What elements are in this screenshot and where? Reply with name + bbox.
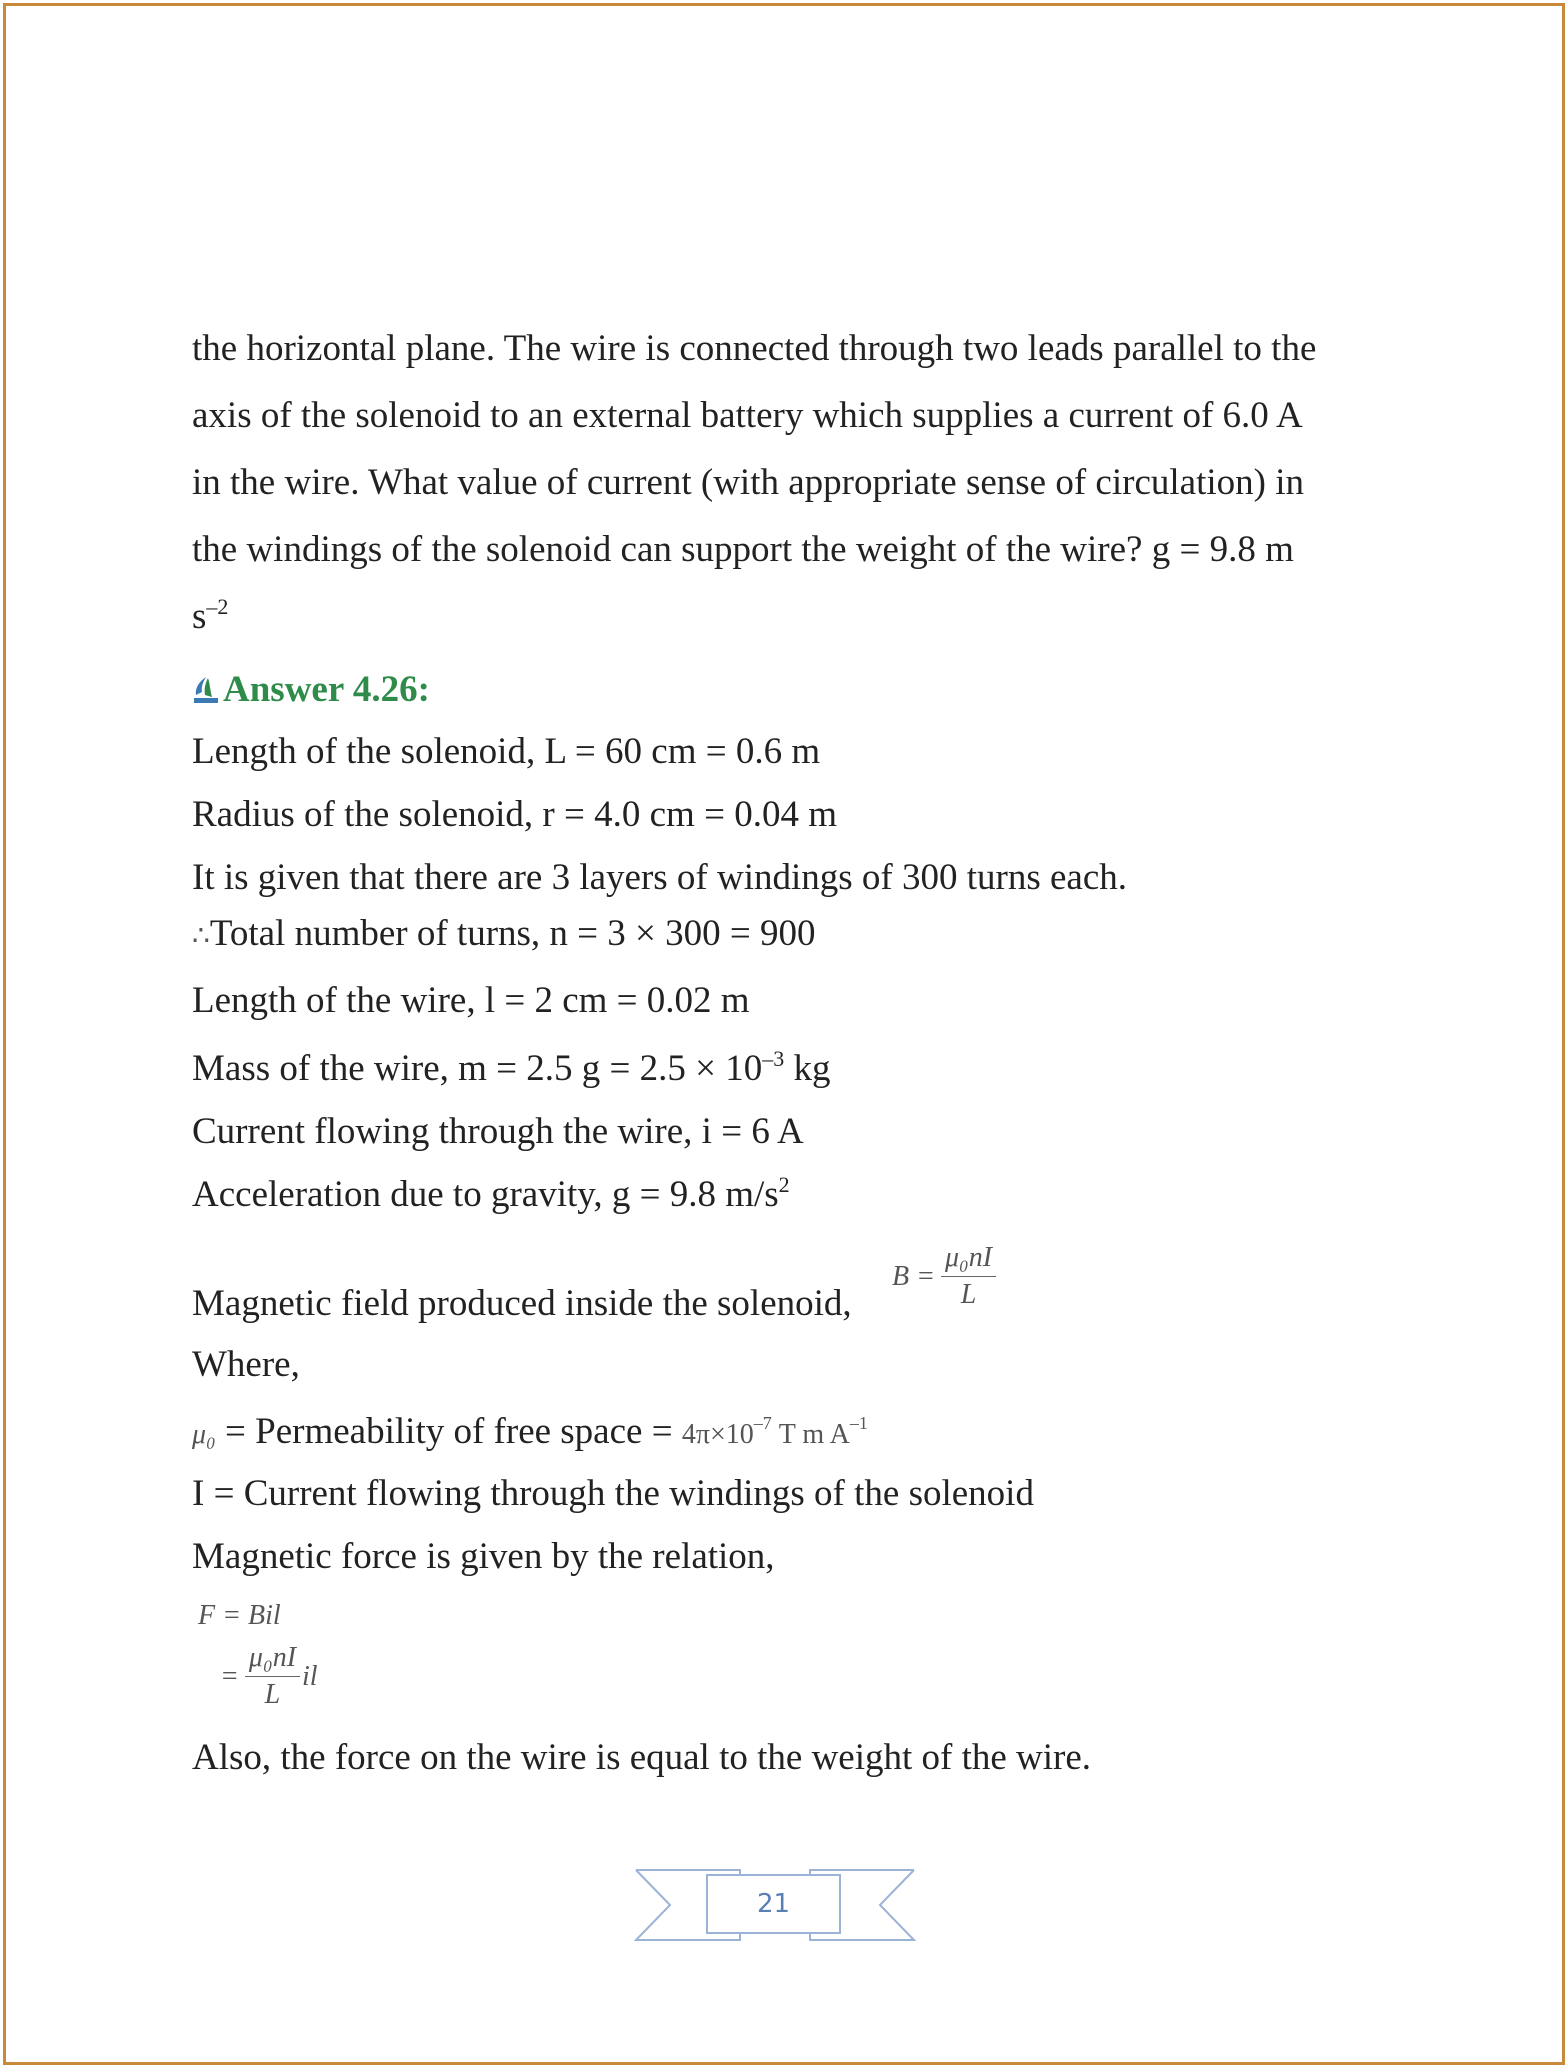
question-line: the horizontal plane. The wire is connected through two leads parallel to the <box>192 328 1317 369</box>
force-equation-expanded: = $\frac{\text{μ₀nI}}{L}$ il <box>220 1642 318 1710</box>
question-line: axis of the solenoid to an external battery which supplies a current of 6.0 A <box>192 395 1303 436</box>
line-solenoid-radius: Radius of the solenoid, r = 4.0 cm = 0.04 m <box>192 794 837 835</box>
line-total-turns: ∴Total number of turns, n = 3 × 300 = 900 <box>192 913 816 954</box>
line-magnetic-force: Magnetic force is given by the relation, <box>192 1536 775 1577</box>
force-equation: F = Bil <box>198 1600 281 1631</box>
question-line: in the wire. What value of current (with appropriate sense of circulation) in <box>192 462 1304 503</box>
question-text <box>192 315 1372 650</box>
line-wire-mass: Mass of the wire, m = 2.5 $g = 2.5 \times 10^{-3}$ kg <box>192 1046 831 1089</box>
permeability-value: $4\pi\times 10^{-7}$ T m $A^{-1}$ <box>681 1413 868 1450</box>
answer-logo-icon <box>192 675 220 705</box>
magnetic-field-equation: B = $\frac{\text{μ₀nI}}{L}$ <box>892 1240 996 1313</box>
line-where: Where, <box>192 1344 300 1385</box>
line-winding-current: I = Current flowing through the windings of the solenoid <box>192 1473 1034 1514</box>
line-force-weight: Also, the force on the wire is equal to the weight of the wire. <box>192 1737 1092 1778</box>
line-gravity: Acceleration due to gravity, g = 9.8 $m/s^2$ <box>192 1172 790 1215</box>
line-solenoid-length: Length of the solenoid, L = 60 cm = 0.6 m <box>192 731 821 772</box>
question-line: the windings of the solenoid can support the weight of the wire? g = 9.8 m <box>192 529 1294 570</box>
answer-heading <box>192 668 430 712</box>
line-wire-length: Length of the wire, l = 2 cm = 0.02 m <box>192 980 750 1021</box>
answer-heading-text: Answer 4.26: <box>223 669 430 710</box>
line-magnetic-field: Magnetic field produced inside the solenoid, <box>192 1283 852 1324</box>
mu-zero-symbol: μ₀ <box>192 1419 216 1450</box>
line-current: Current flowing through the wire, i = 6 A <box>192 1111 804 1152</box>
line-permeability: μ₀ = Permeability of free space = $4\pi\times 10^{-7}$ T m $A^{-1}$ <box>192 1411 868 1452</box>
question-unit: $s^{-2}$ <box>192 594 229 637</box>
line-layers: It is given that there are 3 layers of windings of 300 turns each. <box>192 857 1128 898</box>
therefore-symbol: ∴ <box>192 921 210 952</box>
page-footer <box>630 1860 920 1950</box>
page-number: 21 <box>706 1874 841 1934</box>
